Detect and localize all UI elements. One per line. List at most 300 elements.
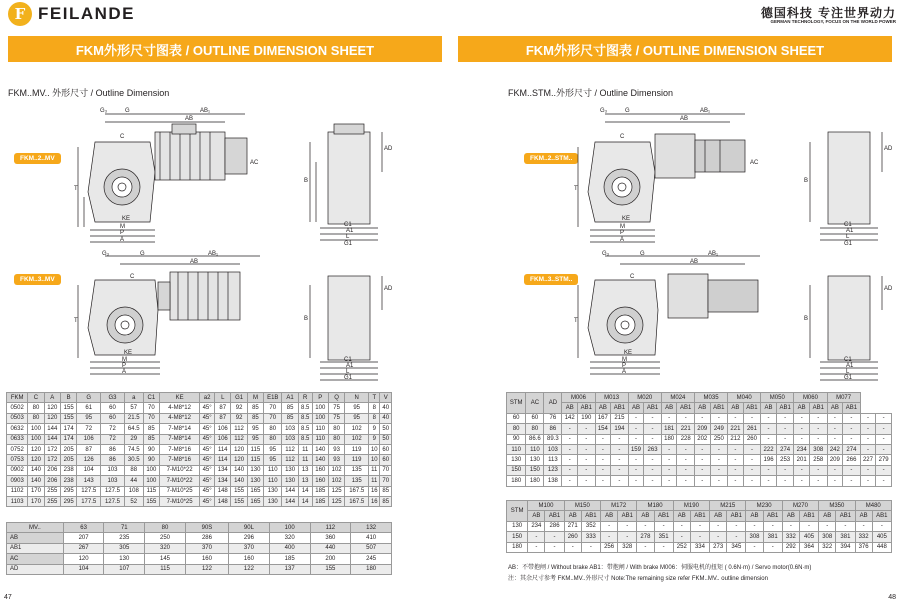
table-cell: - [860,465,876,475]
table-header-cell: MV.. [7,523,64,533]
table-cell: 100 [143,465,159,475]
table-header-cell: M020 [628,393,661,403]
table-cell: 80 [526,424,544,434]
table-cell: 108 [124,486,143,496]
table-cell: - [654,542,673,552]
table-cell: 50 [380,424,392,434]
table-cell: 113 [544,455,562,465]
table-cell: 370 [229,543,270,553]
table-header-cell: AB [637,511,654,521]
table-header-cell: AC [526,393,544,414]
table-cell: 8.5 [298,434,312,444]
table-cell: 135 [345,476,369,486]
table-header-cell: STM [507,501,528,522]
table-cell: 72 [101,424,125,434]
table-cell: - [843,434,861,444]
table-cell: - [611,465,629,475]
table-cell: 155 [231,486,247,496]
table-cell: 50 [380,434,392,444]
table-cell: - [673,521,690,531]
svg-text:L: L [346,369,350,375]
table-header-cell: N [345,393,369,403]
fkm-mv-dimension-table [6,392,392,507]
svg-text:M: M [120,224,125,230]
table-cell: 180 [351,564,392,574]
table-cell: - [677,465,695,475]
table-header-cell: AB [855,511,872,521]
table-cell: - [694,476,710,486]
table-cell: 95 [264,444,282,454]
table-header-cell: M024 [661,393,694,403]
table-cell: 267 [63,543,104,553]
table-cell: - [763,542,782,552]
table-cell: - [727,521,746,531]
table-cell: - [776,434,794,444]
table-cell: - [843,476,861,486]
table-row [507,476,892,486]
table-cell: - [644,424,662,434]
table-cell: 207 [63,533,104,543]
table-cell: 250 [145,533,186,543]
svg-text:KE: KE [622,216,631,222]
table-cell: - [776,476,794,486]
table-cell: - [860,476,876,486]
table-header-cell: G1 [231,393,247,403]
table-header-cell: AB1 [743,403,761,413]
table-cell: 0503 [7,413,28,423]
table-cell: 194 [611,424,629,434]
table-cell: 7-M8*16 [160,455,200,465]
table-cell: 103 [544,444,562,454]
table-cell: 160 [312,465,328,475]
table-cell: 364 [799,542,818,552]
table-cell: 75 [328,413,344,423]
table-cell: 85 [247,413,263,423]
svg-text:C: C [620,134,625,140]
note-refer: 注：其余尺寸参考 FKM..MV..外形尺寸 Note:The remaining size refer FKM..MV.. outline dimension [508,576,768,582]
table-cell: - [827,413,843,423]
table-header-cell: AB1 [763,511,782,521]
table-cell: 86.6 [526,434,544,444]
table-header-row [507,511,892,521]
table-header-cell: FKM [7,393,28,403]
table-header-cell: R [298,393,312,403]
table-header-cell: AB1 [677,403,695,413]
table-cell: - [860,444,876,454]
svg-text:T: T [74,186,78,192]
table-cell: 227 [860,455,876,465]
table-cell: - [810,424,828,434]
table-cell: - [746,542,763,552]
table-header-cell: AB1 [836,511,855,521]
table-cell: - [743,413,761,423]
slogan-cn: 德国科技 专注世界动力 [760,6,896,20]
table-row [507,542,892,552]
table-header-cell: L [215,393,231,403]
table-cell: 110 [312,424,328,434]
right-page-number: 48 [888,594,896,601]
table-cell: 112 [231,434,247,444]
table-cell: 7-M10*22 [160,465,200,475]
table-cell: 102 [328,465,344,475]
table-header-cell: AB1 [578,403,596,413]
table-header-cell: AB1 [654,511,673,521]
table-cell: - [677,476,695,486]
table-cell: - [528,542,545,552]
table-header-cell: G3 [101,393,125,403]
table-cell: 130 [104,554,145,564]
table-cell: - [876,476,892,486]
table-header-cell: M060 [794,393,827,403]
table-cell: - [743,455,761,465]
svg-text:C1: C1 [844,357,852,363]
table-cell: - [876,434,892,444]
table-cell: 45° [200,413,215,423]
table-cell: 119 [345,444,369,454]
table-cell: 394 [836,542,855,552]
table-cell: 167.5 [345,486,369,496]
table-cell: - [728,413,744,423]
table-cell: - [819,521,836,531]
svg-text:P: P [120,230,125,236]
table-header-cell: AB [562,403,578,413]
table-cell: 70 [380,476,392,486]
table-header-cell: P [312,393,328,403]
svg-text:T: T [74,318,78,324]
svg-text:P: P [122,363,127,369]
table-cell: 120 [44,403,60,413]
svg-text:G: G [640,251,645,257]
svg-text:L: L [846,234,850,240]
table-cell: - [782,521,799,531]
table-cell: - [628,434,644,444]
svg-text:A1: A1 [846,363,854,369]
table-cell: 155 [60,403,76,413]
svg-text:AB₁: AB₁ [208,251,219,257]
table-cell: - [860,434,876,444]
table-cell: 106 [215,434,231,444]
table-cell: 8.5 [298,413,312,423]
table-row [507,521,892,531]
table-header-cell: a [124,393,143,403]
table-header-cell: M [247,393,263,403]
table-cell: 21.5 [124,413,143,423]
svg-text:G₃: G₃ [600,108,608,114]
table-header-cell: AB [564,511,581,521]
table-header-cell: AB [628,403,644,413]
table-cell: - [836,521,855,531]
svg-text:B: B [804,316,809,322]
table-header-cell: AB1 [727,511,746,521]
table-cell: 102 [345,424,369,434]
table-cell: - [661,476,677,486]
table-row [7,455,392,465]
right-subtitle: FKM..STM..外形尺寸 / Outline Dimension [508,88,674,98]
table-cell: - [761,424,777,434]
table-cell: 352 [581,521,600,531]
svg-text:T: T [574,318,578,324]
table-cell: - [677,413,695,423]
table-cell: - [628,476,644,486]
table-header-row [507,403,892,413]
table-cell: 45° [200,496,215,506]
table-cell: 295 [60,496,76,506]
table-cell: 60 [101,413,125,423]
table-header-cell: M180 [637,501,673,511]
table-cell: 115 [247,444,263,454]
table-cell: - [876,413,892,423]
svg-text:AD: AD [384,146,393,152]
stm-table-2 [506,500,892,553]
table-cell: - [661,465,677,475]
table-cell: - [618,521,637,531]
table-cell: 0902 [7,465,28,475]
table-cell: 100 [312,403,328,413]
table-row [7,554,392,564]
table-cell: 44 [124,476,143,486]
table-cell: 253 [776,455,794,465]
table-cell: - [728,444,744,454]
table-row [7,413,392,423]
table-cell: 72 [101,434,125,444]
svg-text:C1: C1 [344,357,352,363]
table-header-cell: 132 [351,523,392,533]
table-cell: 448 [872,542,891,552]
table-cell: 142 [562,413,578,423]
table-cell: 100 [143,476,159,486]
table-cell: 134 [215,465,231,475]
table-cell: 110 [526,444,544,454]
table-cell: 172 [44,455,60,465]
table-header-cell: AB [595,403,611,413]
table-cell: 278 [637,532,654,542]
table-row [507,532,892,542]
table-row [7,533,392,543]
table-cell: 86 [544,424,562,434]
svg-text:A1: A1 [346,228,354,234]
table-cell: 103 [282,424,298,434]
table-cell: 249 [710,424,728,434]
table-cell: - [611,434,629,444]
table-cell: 11 [369,465,380,475]
table-cell: - [694,455,710,465]
table-cell: 70 [264,413,282,423]
table-cell: - [843,465,861,475]
table-cell: 170 [28,486,44,496]
table-row [7,564,392,574]
table-cell: 400 [269,543,310,553]
tag-fkm-2-stm: FKM..2..STM.. [524,153,578,164]
table-cell: 333 [581,532,600,542]
table-cell: 87 [215,413,231,423]
table-cell: - [776,413,794,423]
table-cell: 320 [269,533,310,543]
table-cell: 130 [264,496,282,506]
svg-text:G₃: G₃ [602,251,610,257]
table-cell: 95 [77,413,101,423]
table-cell: - [637,521,654,531]
table-header-cell: M350 [819,501,855,511]
table-cell: 120 [231,444,247,454]
table-cell: - [618,532,637,542]
table-cell: 40 [380,413,392,423]
table-cell: 143 [77,476,101,486]
table-cell: 266 [843,455,861,465]
table-header-cell: M013 [595,393,628,403]
table-cell: - [595,444,611,454]
table-header-cell: A [44,393,60,403]
table-cell: 70 [143,403,159,413]
table-cell: AC [7,554,64,564]
table-cell: 260 [743,434,761,444]
table-header-cell: Q [328,393,344,403]
table-cell: 93 [328,455,344,465]
table-header-cell: C1 [143,393,159,403]
table-header-cell: AB [661,403,677,413]
svg-text:A: A [120,237,125,243]
table-cell: - [876,465,892,475]
table-row [507,424,892,434]
table-cell: 0753 [7,455,28,465]
table-cell: 112 [282,455,298,465]
table-cell: - [794,476,810,486]
svg-text:G1: G1 [844,241,853,247]
table-cell: 29 [124,434,143,444]
table-cell: 209 [827,455,843,465]
svg-text:AB₁: AB₁ [700,108,711,114]
table-cell: 507 [351,543,392,553]
table-cell: 252 [673,542,690,552]
svg-text:L: L [346,234,350,240]
table-cell: - [562,476,578,486]
table-cell: - [581,542,600,552]
table-header-cell: STM [507,393,526,414]
table-cell: 120 [44,413,60,423]
table-cell: 123 [544,465,562,475]
table-cell: 86 [101,455,125,465]
table-cell: 130 [507,455,526,465]
svg-text:AB₁: AB₁ [708,251,719,257]
table-cell: 410 [351,533,392,543]
svg-text:A: A [622,369,627,375]
table-header-cell: 63 [63,523,104,533]
table-cell: 295 [60,486,76,496]
table-cell: 85 [282,403,298,413]
table-cell: 107 [104,564,145,574]
table-cell: 100 [28,434,44,444]
table-cell: 9 [369,434,380,444]
table-cell: 274 [776,444,794,454]
table-cell: 120 [28,455,44,465]
drawing-fkm-2-mv [60,102,393,248]
stm-table-1 [506,392,892,487]
table-cell: 221 [677,424,695,434]
table-cell: 10 [369,444,380,454]
table-header-row [507,501,892,511]
table-cell: 120 [231,455,247,465]
table-cell: 274 [843,444,861,454]
table-cell: - [644,476,662,486]
table-cell: 332 [782,532,799,542]
table-header-cell: 71 [104,523,145,533]
table-cell: 7-M10*25 [160,496,200,506]
table-cell: - [710,455,728,465]
table-cell: 180 [661,434,677,444]
table-cell: 4-M8*12 [160,403,200,413]
table-header-cell: AB1 [843,403,861,413]
table-header-cell: M050 [761,393,794,403]
svg-text:G₃: G₃ [102,251,110,257]
table-cell: 234 [528,521,545,531]
table-cell: 8 [369,403,380,413]
table-cell: - [876,424,892,434]
svg-text:B: B [804,178,809,184]
table-cell: - [644,465,662,475]
svg-text:C: C [130,274,135,280]
table-cell: 16 [369,486,380,496]
table-header-cell: AB1 [581,511,600,521]
table-cell: 144 [44,434,60,444]
table-cell: 180 [507,476,526,486]
table-cell: 80 [328,434,344,444]
table-cell: - [628,424,644,434]
table-cell: 160 [229,554,270,564]
table-cell: 127.5 [77,486,101,496]
table-cell: 345 [727,542,746,552]
table-cell: - [794,424,810,434]
table-cell: AD [7,564,64,574]
table-cell: 185 [312,486,328,496]
table-cell: - [694,465,710,475]
table-header-cell: AD [544,393,562,414]
table-cell: 122 [229,564,270,574]
table-header-cell: M150 [564,501,600,511]
table-cell: 64.5 [124,424,143,434]
table-cell: 86 [101,444,125,454]
table-cell: - [578,424,596,434]
table-cell: 60 [101,403,125,413]
table-header-cell: M172 [601,501,637,511]
table-cell: 70 [264,403,282,413]
table-cell: 185 [312,496,328,506]
tag-fkm-3-stm: FKM..3..STM.. [524,274,578,285]
table-cell: 14 [298,496,312,506]
table-row [7,476,392,486]
svg-text:B: B [304,178,309,184]
table-header-cell: M077 [827,393,860,403]
table-cell: 405 [872,532,891,542]
left-page-number: 47 [4,594,12,601]
table-header-cell: AB [694,403,710,413]
table-header-cell: 112 [310,523,351,533]
table-cell: 100 [28,424,44,434]
table-cell: 9 [369,424,380,434]
table-cell: 106 [215,424,231,434]
table-cell: 40 [380,403,392,413]
table-cell: 334 [690,542,709,552]
table-cell: AB [7,533,64,543]
table-header-cell: 100 [269,523,310,533]
table-cell: - [728,476,744,486]
svg-text:A1: A1 [846,228,854,234]
table-cell: 127.5 [101,486,125,496]
table-row [507,455,892,465]
table-cell: - [690,521,709,531]
svg-text:KE: KE [122,216,131,222]
table-cell: - [690,532,709,542]
table-cell: 72 [77,424,101,434]
table-cell: 148 [215,496,231,506]
